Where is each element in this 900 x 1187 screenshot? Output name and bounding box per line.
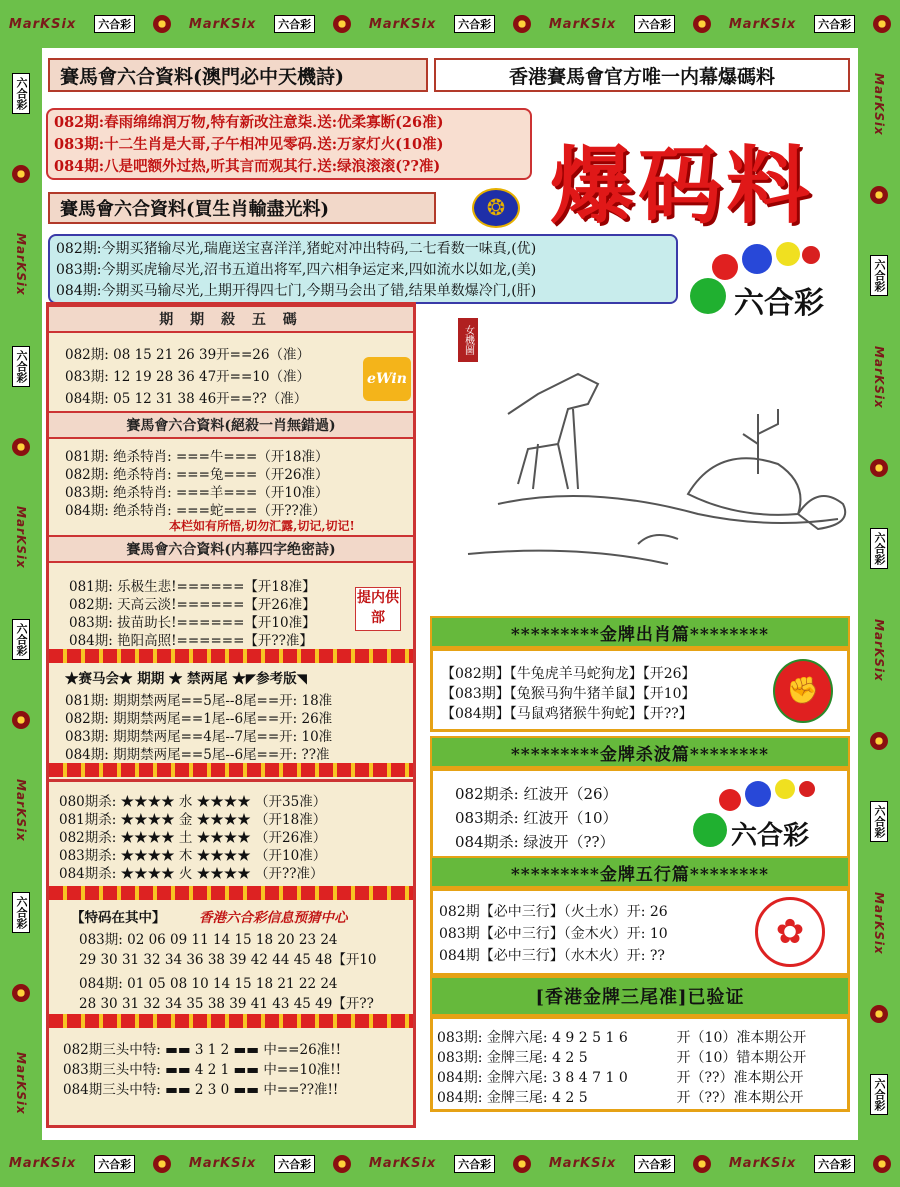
ban-tail-row: 084期: 期期禁两尾==5尾--6尾==开: ??准 xyxy=(65,747,330,763)
kill-five-row: 083期: 12 19 28 36 47开==10（准） xyxy=(65,369,310,385)
flower-icon xyxy=(12,711,30,729)
gold-tail-row xyxy=(437,1047,806,1067)
gold-zodiac-row: 【082期】【牛兔虎羊马蛇狗龙】【开26】 xyxy=(441,666,696,682)
tag-text: 六合彩 xyxy=(94,15,135,33)
gold-tail-result: 开（10）错本期公开 xyxy=(676,1050,807,1066)
ball-icon xyxy=(690,278,726,314)
kill-one-row: 084期: 绝杀特肖: ===蛇===（开??准） xyxy=(65,503,326,519)
special-row: 083期: 02 06 09 11 14 15 18 20 23 24 xyxy=(79,932,338,948)
gold-zodiac-row: 【084期】【马鼠鸡猪猴牛狗蛇】【开??】 xyxy=(441,706,693,722)
kill-element-row: 081期杀: ★★★★ 金 ★★★★ （开18准） xyxy=(59,812,327,828)
brand-text: MarKSix xyxy=(728,16,797,32)
tag-text: 六合彩 xyxy=(94,1155,135,1173)
gold-tail-value: 4 2 5 xyxy=(552,1050,588,1066)
gold-wave-row: 082期杀: 红波开（26） xyxy=(455,785,618,803)
brand-text: MarKSix xyxy=(872,619,886,682)
prediction-line: 084期:今期买马输尽光,上期开得四七门,今期马会出了错,结果单数爆冷门,(肝) xyxy=(56,283,537,299)
special-row: 28 30 31 32 34 35 38 39 41 43 45 49【开?? xyxy=(79,996,374,1012)
flower-icon xyxy=(513,15,531,33)
gold-tail-value: 4 9 2 5 1 6 xyxy=(552,1030,628,1046)
ball-icon xyxy=(775,779,795,799)
gold-tail-title: [香港金牌三尾准]已验证 xyxy=(430,976,850,1016)
tag-text: 六合彩 xyxy=(814,1155,855,1173)
gold-tail-key: 金牌三尾: xyxy=(486,1050,548,1066)
flower-icon xyxy=(153,1155,171,1173)
kill-one-row: 081期: 绝杀特肖: ===牛===（开18准） xyxy=(65,449,329,465)
flower-icon xyxy=(693,15,711,33)
brand-text: MarKSix xyxy=(14,778,28,842)
flower-icon xyxy=(693,1155,711,1173)
right-border xyxy=(858,48,900,1140)
gold-tail-period: 084期: xyxy=(437,1090,483,1106)
gold-tail-period: 084期: xyxy=(437,1070,483,1086)
header2-title: 賽馬會六合資料(買生肖輸盡光料) xyxy=(48,192,436,224)
kill-element-period: 083期杀: xyxy=(59,848,117,864)
brand-text: MarKSix xyxy=(872,73,886,136)
kill-element-result: （开18准） xyxy=(255,812,327,828)
gold-tail-period: 083期: xyxy=(437,1030,483,1046)
hk-emblem-icon: ✿ xyxy=(755,897,825,967)
big-title: 爆码料 xyxy=(550,135,815,235)
tag-text: 六合彩 xyxy=(12,346,30,387)
prediction-line: 083期:今期买虎输尽光,沼书五道出将军,四六相争运定来,四如流水以如龙,(美) xyxy=(56,262,537,278)
kill-element-result: （开10准） xyxy=(255,848,327,864)
special-row: 084期: 01 05 08 10 14 15 18 21 22 24 xyxy=(79,976,338,992)
gold-wave-box xyxy=(430,768,850,860)
scallop-divider xyxy=(49,1014,413,1028)
kill-element-result: （开??准） xyxy=(255,866,324,882)
left-column-lower xyxy=(46,782,416,1128)
brand-text: MarKSix xyxy=(8,1156,77,1171)
kill-element-period: 084期杀: xyxy=(59,866,117,882)
kill-element-period: 081期杀: xyxy=(59,812,117,828)
flower-icon xyxy=(870,1005,888,1023)
prediction-line: 082期:今期买猪输尽光,瑞鹿送宝喜洋洋,猪蛇对冲出特码,二七看数一味真,(优) xyxy=(56,241,537,257)
gold-tail-result: 开（??）准本期公开 xyxy=(676,1070,804,1086)
tag-text: 六合彩 xyxy=(870,801,888,842)
poem-line: 082期:春雨绵绵润万物,特有新改注意柒.送:优柔寡断(26准) xyxy=(54,114,444,131)
four-words-row: 082期: 天高云淡!======【开26准】 xyxy=(69,597,316,613)
gold-wuxing-row: 082期【必中三行】（火土水）开: 26 xyxy=(439,904,668,920)
lhc-label: 六合彩 xyxy=(731,821,810,851)
flower-icon xyxy=(12,984,30,1002)
gold-tail-key: 金牌三尾: xyxy=(486,1090,548,1106)
brand-text: MarKSix xyxy=(548,1156,617,1171)
gold-wave-title: *********金牌杀波篇******** xyxy=(430,736,850,768)
three-head-row: 083期三头中特: ▬▬ 4 2 1 ▬▬ 中==10准!! xyxy=(63,1062,342,1078)
ban-tail-title: ★赛马会★ 期期 ★ 禁两尾 ★◤参考版◥ xyxy=(65,671,308,687)
lhc-logo xyxy=(690,238,860,321)
flower-icon xyxy=(333,15,351,33)
flower-icon xyxy=(873,1155,891,1173)
flower-icon xyxy=(513,1155,531,1173)
four-words-title: 賽馬會六合資料(内幕四字绝密詩) xyxy=(49,535,413,563)
tag-text: 六合彩 xyxy=(454,1155,495,1173)
horse-sketch-image xyxy=(438,314,858,594)
header-right-title: 香港賽馬會官方唯一内幕爆碼料 xyxy=(434,58,850,92)
gold-tail-row xyxy=(437,1087,804,1107)
ball-icon xyxy=(802,246,820,264)
kill-element-name: 火 xyxy=(178,866,193,882)
poem-line: 083期:十二生肖是大哥,子午相冲见零码.送:万家灯火(10准) xyxy=(54,136,444,153)
top-border xyxy=(0,0,900,48)
kill-element-name: 水 xyxy=(178,794,193,810)
kill-element-name: 木 xyxy=(178,848,193,864)
gold-tail-box xyxy=(430,1016,850,1112)
kill-element-row: 082期杀: ★★★★ 土 ★★★★ （开26准） xyxy=(59,830,327,846)
tag-text: 六合彩 xyxy=(12,619,30,660)
tag-text: 六合彩 xyxy=(634,1155,675,1173)
ewin-logo: eWin xyxy=(363,357,411,401)
tag-text: 六合彩 xyxy=(634,15,675,33)
gold-tail-period: 083期: xyxy=(437,1050,483,1066)
ball-icon xyxy=(776,242,800,266)
kill-five-row: 084期: 05 12 31 38 46开==??（准） xyxy=(65,391,308,407)
brand-text: MarKSix xyxy=(188,16,257,32)
brand-text: MarKSix xyxy=(548,16,617,32)
ball-icon xyxy=(693,813,727,847)
kill-one-row: 083期: 绝杀特肖: ===羊===（开10准） xyxy=(65,485,329,501)
four-words-row: 081期: 乐极生悲!======【开18准】 xyxy=(69,579,316,595)
four-words-row: 083期: 拔苗助长!======【开10准】 xyxy=(69,615,316,631)
brand-text: MarKSix xyxy=(188,1156,257,1171)
inside-badge xyxy=(355,587,401,631)
brand-text: MarKSix xyxy=(14,1051,28,1115)
gold-tail-value: 4 2 5 xyxy=(552,1090,588,1106)
gold-tail-result: 开（??）准本期公开 xyxy=(676,1090,804,1106)
scallop-divider xyxy=(49,763,413,777)
flower-icon xyxy=(333,1155,351,1173)
three-head-row: 082期三头中特: ▬▬ 3 1 2 ▬▬ 中==26准!! xyxy=(63,1042,342,1058)
gold-tail-result: 开（10）准本期公开 xyxy=(676,1030,807,1046)
ball-icon xyxy=(742,244,772,274)
female-machine-label xyxy=(458,318,478,362)
gold-wuxing-row: 084期【必中三行】（水木火）开: ?? xyxy=(439,948,665,964)
lhc-logo-small xyxy=(691,775,841,857)
poem-box xyxy=(46,108,532,180)
kill-element-result: （开35准） xyxy=(255,794,327,810)
left-column xyxy=(46,302,416,782)
kill-five-row: 082期: 08 15 21 26 39开==26（准） xyxy=(65,347,310,363)
tag-text: 六合彩 xyxy=(870,255,888,296)
kill-element-period: 082期杀: xyxy=(59,830,117,846)
tag-text: 六合彩 xyxy=(274,15,315,33)
special-tagline: 香港六合彩信息预猜中心 xyxy=(199,910,348,926)
flower-icon xyxy=(870,459,888,477)
flower-icon xyxy=(12,165,30,183)
brand-text: MarKSix xyxy=(368,1156,437,1171)
header-left-title: 賽馬會六合資料(澳門必中天機詩) xyxy=(48,58,428,92)
special-row: 29 30 31 32 34 36 38 39 42 44 45 48【开10 xyxy=(79,952,377,968)
flower-icon xyxy=(870,186,888,204)
brand-text: MarKSix xyxy=(368,16,437,32)
scallop-divider xyxy=(49,649,413,663)
left-border xyxy=(0,48,42,1140)
flower-icon xyxy=(870,732,888,750)
gold-wuxing-title: *********金牌五行篇******** xyxy=(430,856,850,888)
ball-icon xyxy=(745,781,771,807)
kill-element-name: 土 xyxy=(178,830,193,846)
four-words-row: 084期: 艳阳高照!======【开??准】 xyxy=(69,633,313,649)
flower-icon xyxy=(153,15,171,33)
special-label: 【特码在其中】 xyxy=(71,910,166,926)
ball-icon xyxy=(719,789,741,811)
brand-text: MarKSix xyxy=(14,233,28,296)
brand-text: MarKSix xyxy=(14,506,28,569)
poem-line: 084期:八是吧额外过热,听其言而观其行.送:绿浪滚滚(??准) xyxy=(54,158,441,175)
brand-text: MarKSix xyxy=(8,16,77,32)
content-area xyxy=(42,48,858,1140)
gold-wave-row: 083期杀: 红波开（10） xyxy=(455,809,618,827)
kill-element-name: 金 xyxy=(178,812,193,828)
ban-tail-row: 081期: 期期禁两尾==5尾--8尾==开: 18准 xyxy=(65,693,333,709)
female-machine-text: 女機圖 xyxy=(462,325,474,355)
gold-tail-row xyxy=(437,1067,804,1087)
ban-tail-row: 083期: 期期禁两尾==4尾--7尾==开: 10准 xyxy=(65,729,333,745)
ball-icon xyxy=(712,254,738,280)
flower-icon xyxy=(873,15,891,33)
inside-badge-text: 提内供部 xyxy=(357,590,399,626)
kill-one-note: 本栏如有所悟,切勿汇露,切记,切记! xyxy=(169,519,355,533)
gold-zodiac-box xyxy=(430,648,850,732)
kill-element-row: 083期杀: ★★★★ 木 ★★★★ （开10准） xyxy=(59,848,327,864)
tag-text: 六合彩 xyxy=(454,15,495,33)
prediction-box xyxy=(48,234,678,304)
gold-zodiac-title: *********金牌出肖篇******** xyxy=(430,616,850,648)
horse-sketch-svg xyxy=(438,314,858,594)
kill-element-period: 080期杀: xyxy=(59,794,117,810)
tag-text: 六合彩 xyxy=(870,1074,888,1115)
scallop-divider xyxy=(49,886,413,900)
tag-text: 六合彩 xyxy=(274,1155,315,1173)
kill-element-row: 084期杀: ★★★★ 火 ★★★★ （开??准） xyxy=(59,866,324,882)
brand-text: MarKSix xyxy=(728,1156,797,1171)
kill-one-title: 賽馬會六合資料(絕殺一肖無錯過) xyxy=(49,411,413,439)
kill-one-row: 082期: 绝杀特肖: ===兔===（开26准） xyxy=(65,467,329,483)
gold-wuxing-row: 083期【必中三行】（金木火）开: 10 xyxy=(439,926,668,942)
gold-wave-row: 084期杀: 绿波开（??） xyxy=(455,833,615,851)
kill-five-title: 期 期 殺 五 碼 xyxy=(49,305,413,333)
kill-element-result: （开26准） xyxy=(255,830,327,846)
tag-text: 六合彩 xyxy=(870,528,888,569)
kill-element-row: 080期杀: ★★★★ 水 ★★★★ （开35准） xyxy=(59,794,327,810)
tag-text: 六合彩 xyxy=(12,892,30,933)
gold-zodiac-row: 【083期】【兔猴马狗牛猪羊鼠】【开10】 xyxy=(441,686,696,702)
emblem-icon: ❂ xyxy=(472,188,520,228)
money-bag-icon: ✊ xyxy=(773,659,833,723)
gold-tail-value: 3 8 4 7 1 0 xyxy=(552,1070,628,1086)
lhc-label: 六合彩 xyxy=(734,286,824,321)
tag-text: 六合彩 xyxy=(12,73,30,114)
brand-text: MarKSix xyxy=(872,892,886,955)
gold-tail-key: 金牌六尾: xyxy=(486,1030,548,1046)
brand-text: MarKSix xyxy=(872,346,886,409)
bottom-border xyxy=(0,1140,900,1187)
tag-text: 六合彩 xyxy=(814,15,855,33)
flower-icon xyxy=(12,438,30,456)
gold-tail-key: 金牌六尾: xyxy=(486,1070,548,1086)
ball-icon xyxy=(799,781,815,797)
gold-wuxing-box xyxy=(430,888,850,976)
ban-tail-row: 082期: 期期禁两尾==1尾--6尾==开: 26准 xyxy=(65,711,333,727)
gold-tail-row xyxy=(437,1027,806,1047)
three-head-row: 084期三头中特: ▬▬ 2 3 0 ▬▬ 中==??准!! xyxy=(63,1082,339,1098)
